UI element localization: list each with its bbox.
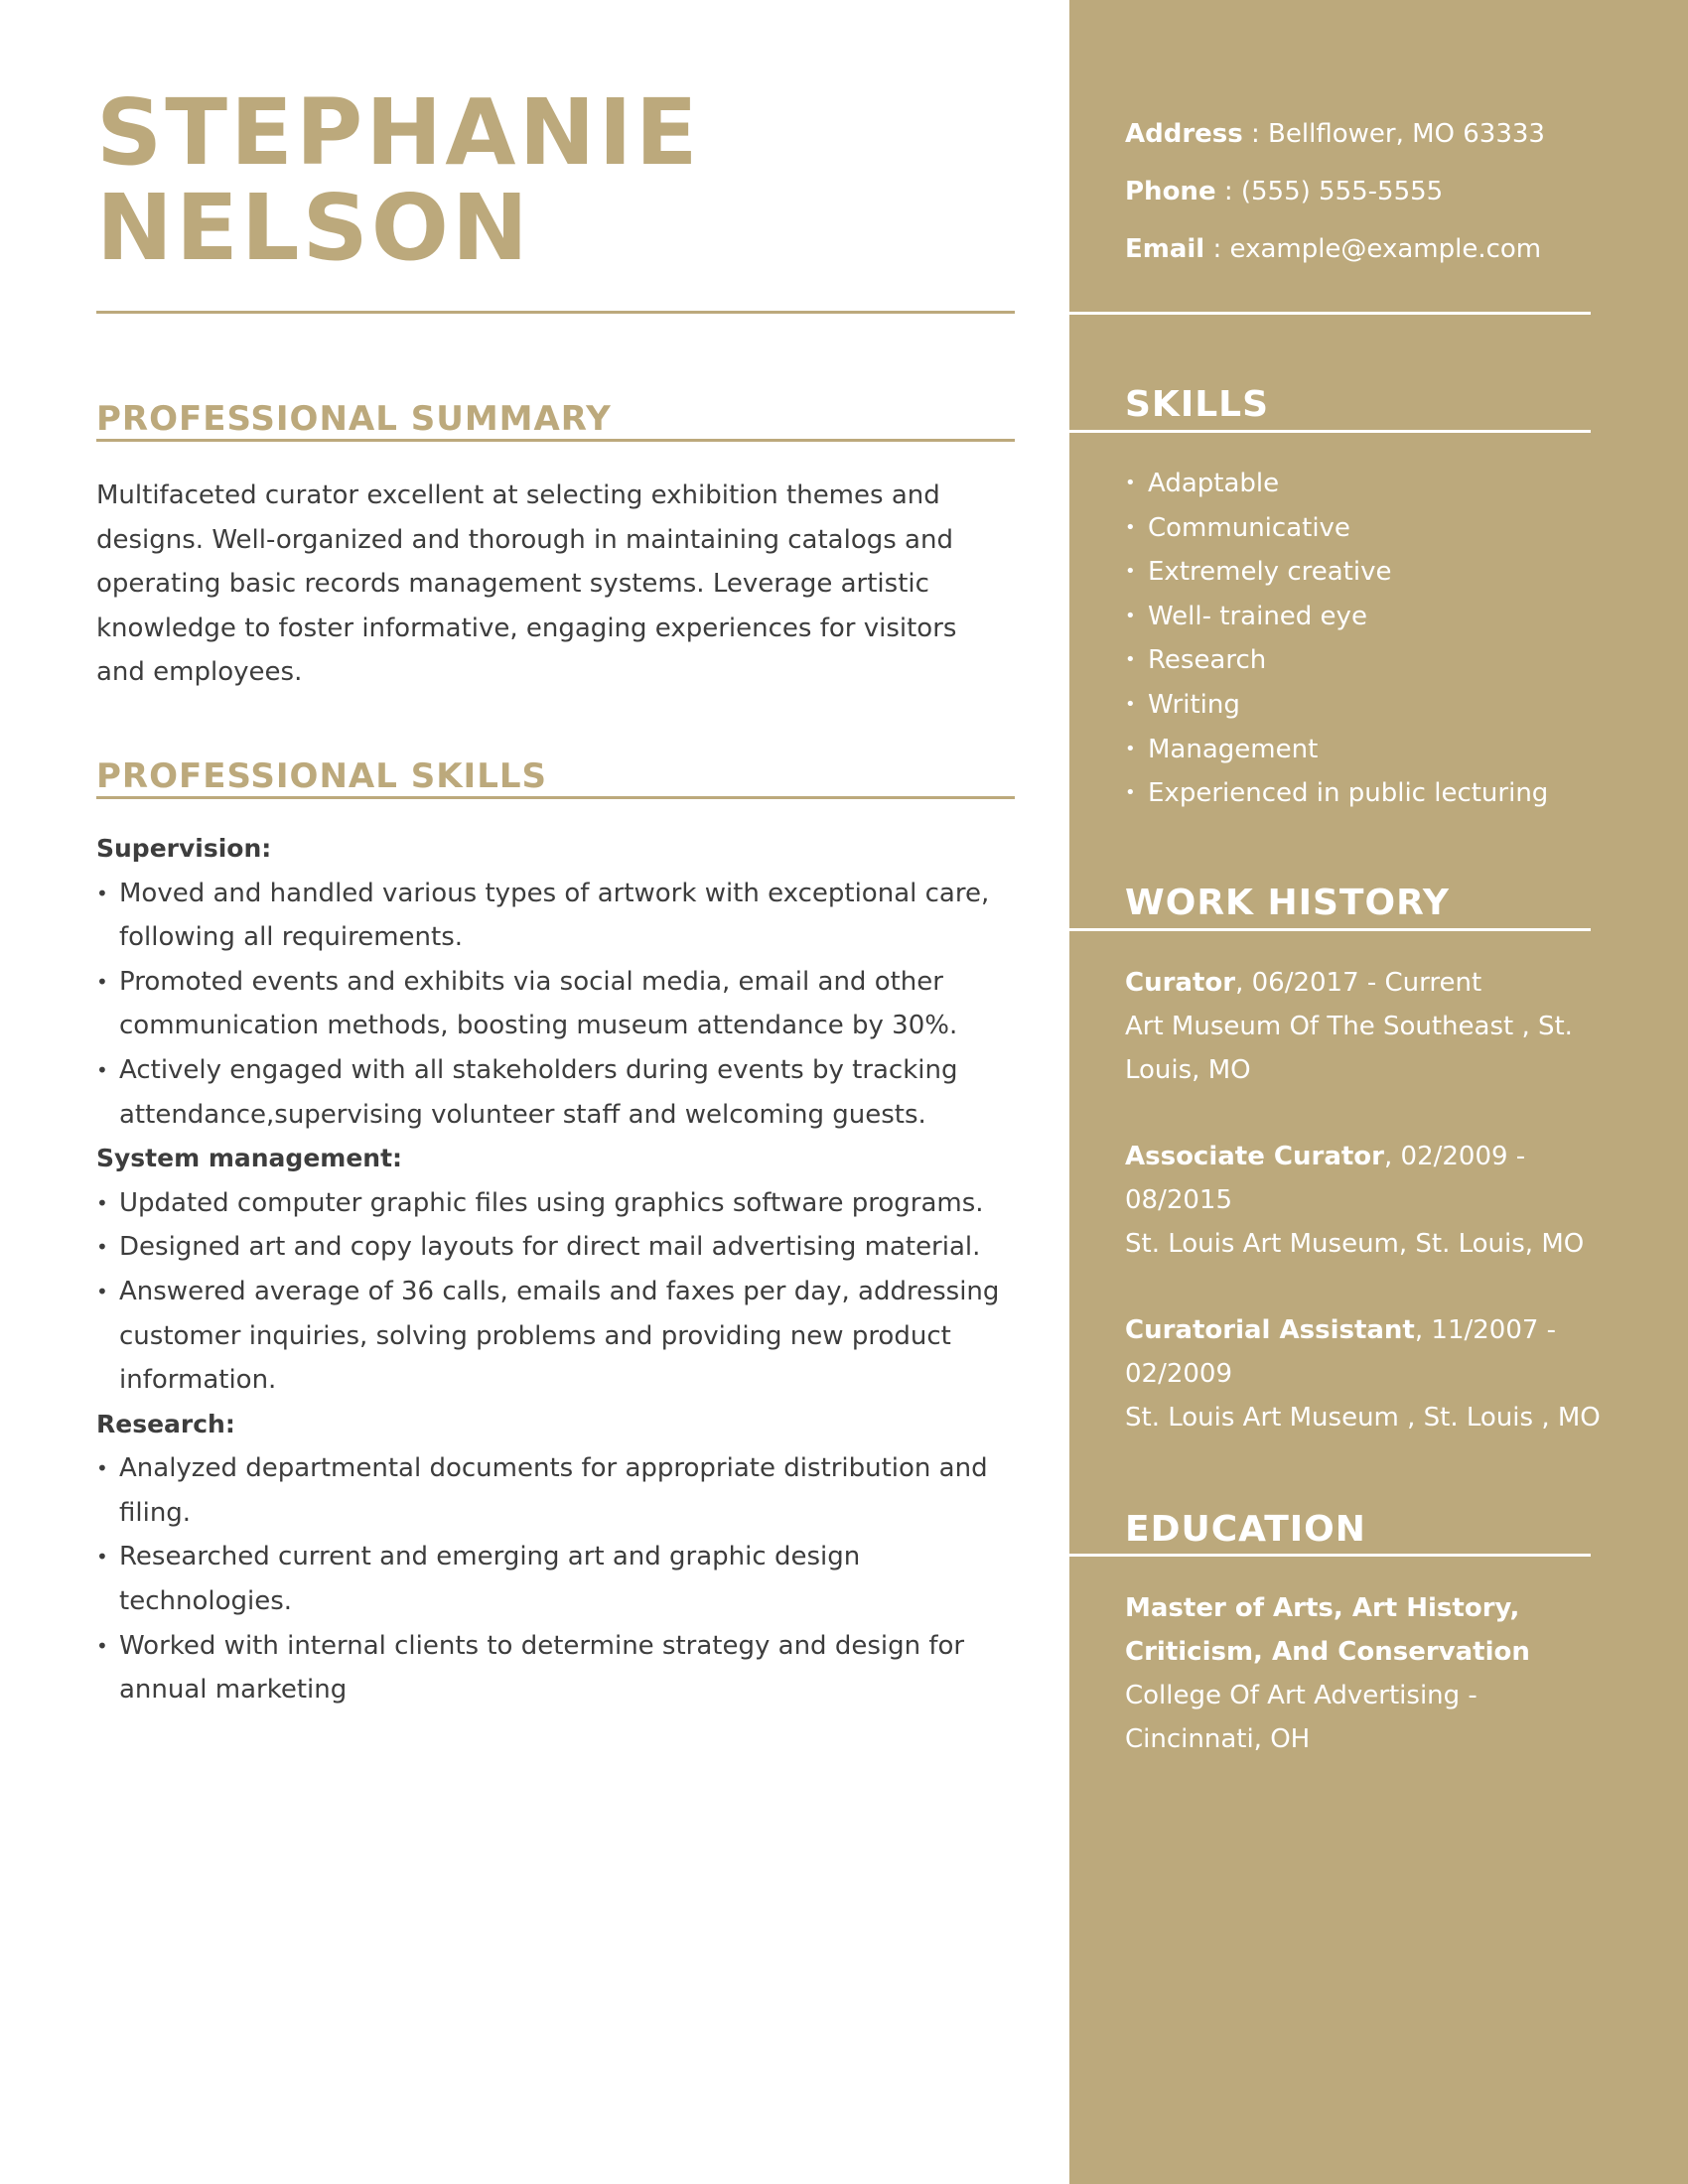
summary-text [96,474,1015,695]
job-dates: 08/2015 [1125,1185,1233,1215]
list-item: • Moved and handled various types of artwork with exceptional care, following all requirements. [96,872,1015,960]
summary-line: and employees. [96,657,303,688]
sidebar [1069,0,1688,2184]
job-entry: Associate Curator, 02/2009 - 08/2015 St. Louis Art Museum, St. Louis, MO [1125,1135,1621,1266]
skill-group-list [96,1446,1015,1712]
skills-list [1125,462,1621,816]
pro-skills-body [96,827,1015,1712]
contact-divider [1069,312,1591,315]
degree: Master of Arts, Art History, [1125,1593,1520,1623]
work-divider [1069,928,1591,931]
education-entry [1125,1586,1621,1761]
pro-skills-divider [96,796,1015,799]
list-item: • Designed art and copy layouts for direct mail advertising material. [96,1225,1015,1270]
skill-item: • Writing [1125,683,1621,728]
skills-list-wrap [1125,462,1621,816]
job-employer: Art Museum Of The Southeast , St. [1125,1012,1573,1041]
job-entry: Curatorial Assistant, 11/2007 - 02/2009 St. Louis Art Museum , St. Louis , MO [1125,1308,1621,1439]
summary-divider [96,439,1015,442]
summary-line: knowledge to foster informative, engaging experiences for visitors [96,613,957,643]
first-name: STEPHANIE [96,79,701,186]
skill-group-list [96,1181,1015,1403]
contact-block [1125,105,1621,278]
contact-email: Email : example@example.com [1125,234,1542,264]
job-role: Curatorial Assistant [1125,1315,1415,1345]
school: Cincinnati, OH [1125,1724,1311,1754]
list-item: • Updated computer graphic files using graphics software programs. [96,1181,1015,1226]
skill-group-list [96,872,1015,1138]
job-dates: 02/2009 [1125,1359,1233,1389]
job-employer: Louis, MO [1125,1055,1251,1085]
name-divider [96,311,1015,314]
degree: Criticism, And Conservation [1125,1637,1530,1667]
education-divider [1069,1554,1591,1557]
job-role: Curator [1125,968,1236,998]
skills-title: SKILLS [1125,384,1270,425]
work-title: WORK HISTORY [1125,883,1450,923]
skill-item: • Research [1125,638,1621,683]
main-column [96,0,1015,1712]
list-item: • Analyzed departmental documents for appropriate distribution and filing. [96,1446,1015,1535]
skill-item: • Experienced in public lecturing [1125,771,1621,816]
skill-item: • Extremely creative [1125,550,1621,595]
skill-item: • Well- trained eye [1125,595,1621,639]
job-role: Associate Curator [1125,1142,1384,1171]
summary-line: designs. Well-organized and thorough in maintaining catalogs and [96,524,953,555]
list-item: • Worked with internal clients to determine strategy and design for annual marketing [96,1624,1015,1712]
summary-line: Multifaceted curator excellent at selecting exhibition themes and [96,480,940,510]
school: College Of Art Advertising - [1125,1681,1477,1710]
skill-group-title: System management: [96,1144,403,1173]
list-item: • Answered average of 36 calls, emails and faxes per day, addressing customer inquiries, solving problems and providing new product information. [96,1270,1015,1403]
skill-group-title: Research: [96,1409,235,1438]
list-item: • Actively engaged with all stakeholders during events by tracking attendance,supervising volunteer staff and welcoming guests. [96,1048,1015,1137]
contact-address: Address : Bellflower, MO 63333 [1125,119,1545,149]
skill-item: • Adaptable [1125,462,1621,506]
job-employer: St. Louis Art Museum , St. Louis , MO [1125,1403,1601,1433]
skill-item: • Management [1125,728,1621,772]
candidate-name [96,79,1015,281]
job-employer: St. Louis Art Museum, St. Louis, MO [1125,1229,1585,1259]
skill-group-title: Supervision: [96,833,272,863]
skills-divider [1069,430,1591,433]
last-name: NELSON [96,175,531,281]
job-entry: Curator, 06/2017 - Current Art Museum Of The Southeast , St. Louis, MO [1125,961,1621,1092]
contact-phone: Phone : (555) 555-5555 [1125,177,1444,206]
list-item: • Researched current and emerging art and graphic design technologies. [96,1535,1015,1623]
education-title: EDUCATION [1125,1509,1366,1550]
summary-line: operating basic records management systems. Leverage artistic [96,569,929,600]
skill-item: • Communicative [1125,506,1621,551]
list-item: • Promoted events and exhibits via social media, email and other communication methods, boosting museum attendance by 30%. [96,960,1015,1048]
summary-title: PROFESSIONAL SUMMARY [96,399,612,439]
pro-skills-title: PROFESSIONAL SKILLS [96,755,548,796]
